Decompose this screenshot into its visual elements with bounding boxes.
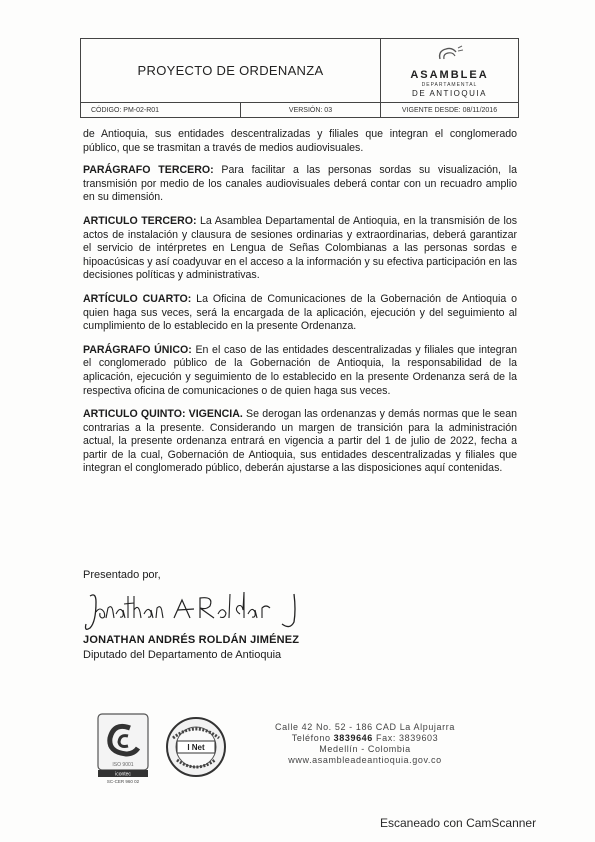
paragraph-text: La Asamblea Departamental de Antioquia, en la transmisión de los actos de instalación y clausura de sesiones ordinarias y extraordinarias, deberá garantizar el servicio de intérpretes en Lengua de Señas Colombianas a las personas sordas e hipoacúsicas y así coadyuvar en el acceso a la información y su efectiva participación en las decisiones políticas y administrativas. (83, 214, 518, 282)
document-header (80, 38, 519, 118)
footer-address: Calle 42 No. 52 - 186 CAD La Alpujarra (275, 722, 455, 732)
footer-phone: 3839646 (333, 733, 373, 743)
paragraph-articulo-quinto (83, 408, 517, 476)
paragraph-text: En el caso de las entidades descentralizadas y filiales que integran el conglomerado público de la Gobernación de Antioquia, la responsabilidad de la aplicación, ejecución y seguimiento de lo establecido en la presente Ordenanza será de la respectiva oficina de comunicaciones o de quien haga sus veces. (83, 343, 517, 397)
paragraph-heading: ARTICULO TERCERO: (83, 214, 197, 227)
header-meta-row (81, 102, 518, 118)
footer-city: Medellín - Colombia (319, 744, 411, 754)
camscanner-watermark: Escaneado con CamScanner (380, 816, 537, 830)
paragraph-heading: PARÁGRAFO TERCERO: (83, 164, 214, 177)
icontec-certification-logo (92, 712, 154, 784)
cert2-text: I Net (187, 743, 205, 752)
document-body (83, 128, 517, 486)
presented-by-label: Presentado por, (83, 569, 161, 581)
logo-text-sub: DEPARTAMENTAL (421, 82, 478, 88)
footer-fax: Fax: 3839603 (376, 733, 439, 743)
handwritten-signature (82, 588, 312, 633)
asamblea-emblem-icon (436, 45, 464, 63)
paragraph-heading: ARTICULO QUINTO: VIGENCIA. (83, 408, 243, 421)
document-version: VERSIÓN: 03 (241, 103, 381, 118)
logo-text-main: ASAMBLEA (410, 69, 489, 81)
paragraph-text: Para facilitar a las personas sordas su visualización, la transmisión por medio de los canales audiovisuales deberá contar con un recuadro amplio en su dimensión. (83, 164, 518, 204)
paragraph-heading: ARTÍCULO CUARTO: (83, 292, 192, 305)
footer-contact-info (240, 722, 490, 766)
document-valid-from: VIGENTE DESDE: 08/11/2016 (401, 107, 498, 114)
paragraph-paragrafo-tercero (83, 164, 517, 205)
signer-role: Diputado del Departamento de Antioquia (83, 649, 282, 661)
footer-phone-label: Teléfono (291, 733, 331, 743)
paragraph-text: Se derogan las ordenanzas y demás normas que le sean contrarias a la presente. Considerando un margen de transición para la administración actual, la presente ordenanza entrará en vigencia a partir del 1 de julio de 2022, fecha a partir de la cual, Gobernación de Antioquia, sus entidades descentralizadas y filiales que integran el conglomerado público, deberán ajustarse a las disposiciones aquí contenidas. (83, 408, 517, 475)
signer-name: JONATHAN ANDRÉS ROLDÁN JIMÉNEZ (83, 634, 300, 646)
cert1-code-text: SC-CER 960 02 (106, 779, 140, 784)
cert1-brand-text: icontec (115, 771, 131, 778)
paragraph-continuation: de Antioquia, sus entidades descentralizadas y filiales que integran el conglomerado público, que se trasmitan a través de medios audiovisuales. (83, 128, 517, 154)
iqnet-certification-logo (163, 716, 229, 778)
footer-phone-line (240, 733, 490, 744)
document-title: PROYECTO DE ORDENANZA (81, 39, 381, 102)
cert1-iso-text: ISO 9001 (112, 762, 134, 768)
footer-website: www.asambleadeantioquia.gov.co (288, 755, 442, 765)
asamblea-logo (381, 39, 518, 102)
paragraph-articulo-cuarto (83, 293, 517, 334)
paragraph-paragrafo-unico (83, 344, 517, 398)
paragraph-heading: PARÁGRAFO ÚNICO: (83, 343, 192, 356)
paragraph-text: La Oficina de Comunicaciones de la Gobernación de Antioquia o quien haga sus veces, será la encargada de la aplicación, ejecución y del seguimiento al cumplimiento de lo establecido en la presente Ordenanza. (83, 292, 517, 333)
logo-text-sub2: DE ANTIOQUIA (412, 89, 487, 98)
document-code: CÓDIGO: PM-02-R01 (81, 103, 241, 118)
paragraph-articulo-tercero (83, 215, 517, 283)
